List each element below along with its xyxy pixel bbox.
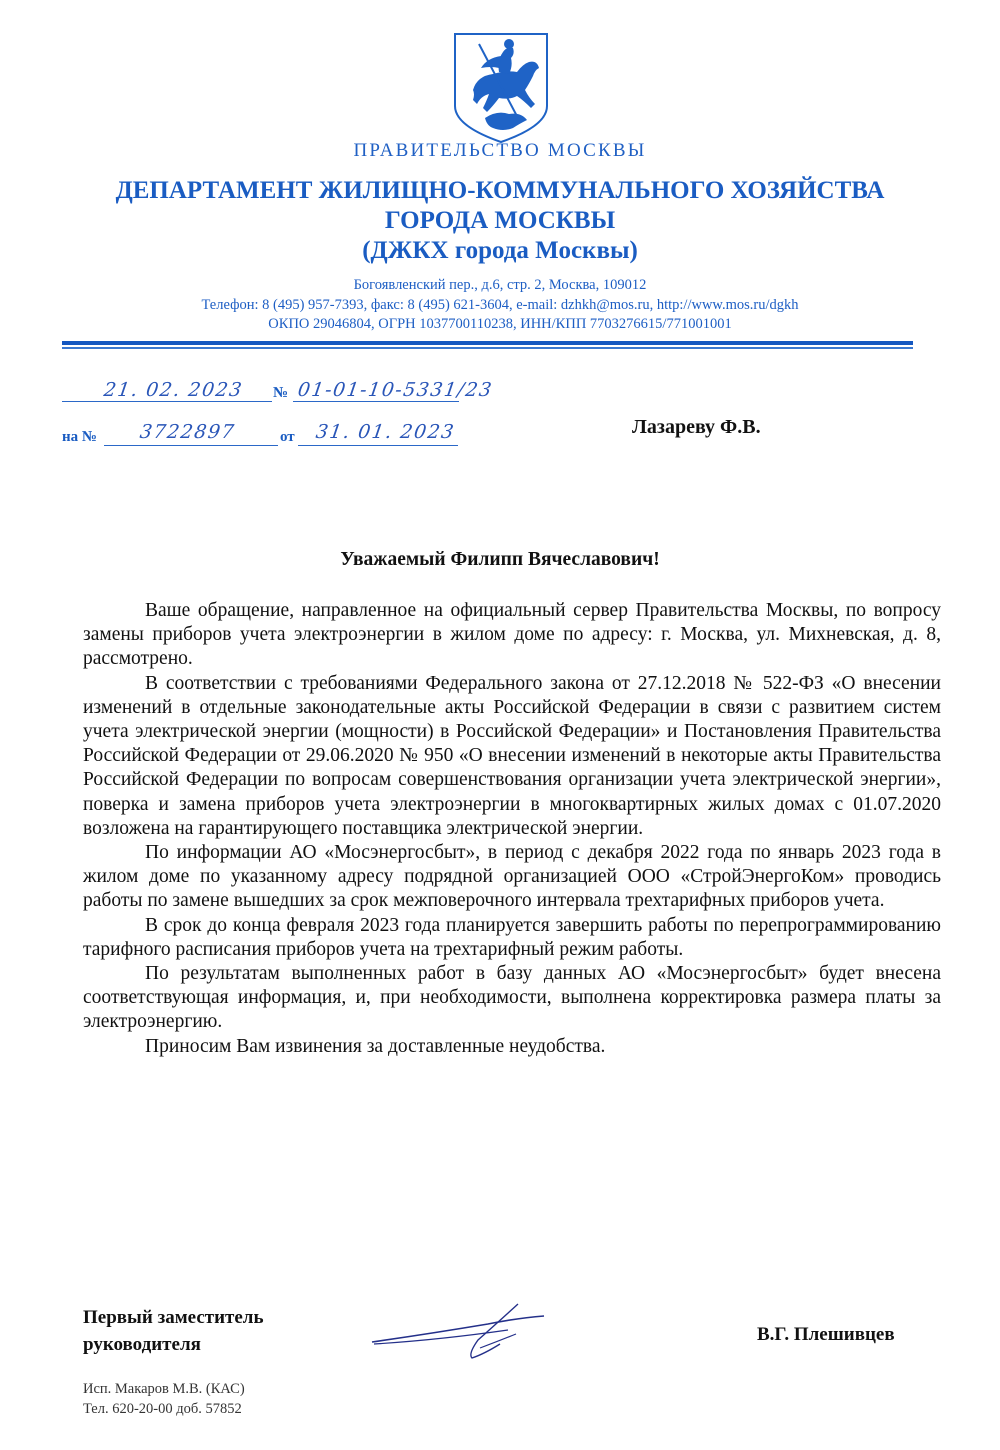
department-abbreviation: (ДЖКХ города Москвы) [362, 237, 638, 264]
body-paragraph: Ваше обращение, направленное на официальный сервер Правительства Москвы, по вопросу замены приборов учета электроэнергии в жилом доме по адресу: г. Москва, ул. Михневская, д. 8, рассмотрено. [83, 600, 941, 670]
contact-block [0, 276, 1000, 335]
postal-address: Богоявленский пер., д.6, стр. 2, Москва, 109012 [353, 277, 647, 293]
letter-body [83, 599, 941, 1059]
recipient-name: Лазареву Ф.В. [632, 416, 761, 438]
outgoing-date: 21. 02. 2023 [102, 379, 245, 401]
signer-position [83, 1304, 264, 1358]
number-label: № [273, 385, 289, 401]
registry-codes: ОКПО 29046804, ОГРН 1037700110238, ИНН/КПП 7703276615/771001001 [268, 316, 732, 332]
body-paragraph: По результатам выполненных работ в базу данных АО «Мосэнергосбыт» будет внесена соответствующая информация, и, при необходимости, выполнена корректировка размера платы за электроэнергию. [83, 963, 941, 1033]
reply-to-field-line [104, 445, 278, 446]
contacts-line: Телефон: 8 (495) 957-7393, факс: 8 (495) 621-3604, e-mail: dzhkh@mos.ru, http://www.mos.ru/dgkh [201, 296, 799, 313]
number-field-line [293, 401, 459, 402]
moscow-coat-of-arms-icon [447, 28, 555, 146]
body-paragraph: Приносим Вам извинения за доставленные неудобства. [145, 1035, 606, 1057]
executor-name: Исп. Макаров М.В. (КАС) [83, 1381, 245, 1397]
executor-info [83, 1379, 245, 1419]
signer-name: В.Г. Плешивцев [757, 1324, 895, 1345]
reply-to-number: 3722897 [138, 421, 237, 443]
body-paragraph: В соответствии с требованиями Федерального закона от 27.12.2018 № 522-ФЗ «О внесении изменений в отдельные законодательные акты Российской Федерации в связи с развитием систем учета электрической энергии (мощности) в Российской Федерации» и Постановления Правительства Российской Федерации от 29.06.2020 № 950 «О внесении изменений в некоторые акты Правительства Российской Федерации по вопросам совершенствования организации учета электрической энергии», поверка и замена приборов учета электроэнергии в многоквартирных жилых домах с 01.07.2020 возложена на гарантирующего поставщика электрической энергии. [83, 672, 941, 839]
reply-to-label: на № [62, 429, 97, 445]
salutation: Уважаемый Филипп Вячеславович! [340, 549, 660, 570]
handwritten-signature-icon [368, 1300, 548, 1360]
department-title-line: ГОРОДА МОСКВЫ [384, 207, 616, 234]
from-date-field-line [298, 445, 458, 446]
from-label: от [280, 429, 295, 445]
body-paragraph: В срок до конца февраля 2023 года планируется завершить работы по перепрограммированию тарифного расписания приборов учета на трехтарифный режим работы. [83, 914, 941, 960]
from-date: 31. 01. 2023 [314, 421, 457, 443]
body-paragraph: По информации АО «Мосэнергосбыт», в период с декабря 2022 года по январь 2023 года в жилом доме по указанному адресу подрядной организацией ООО «СтройЭнергоКом» проводись работы по замене вышедших за срок межповерочного интервала трехтарифных приборов учета. [83, 842, 941, 912]
executor-phone: Тел. 620-20-00 доб. 57852 [83, 1401, 242, 1417]
header-divider [62, 341, 913, 349]
department-title [0, 176, 1000, 266]
signer-position-line: руководителя [83, 1334, 201, 1355]
department-title-line: ДЕПАРТАМЕНТ ЖИЛИЩНО-КОММУНАЛЬНОГО ХОЗЯЙСТВА [115, 177, 885, 204]
signer-position-line: Первый заместитель [83, 1307, 264, 1328]
government-title: ПРАВИТЕЛЬСТВО МОСКВЫ [353, 140, 647, 161]
date-field-line [62, 401, 272, 402]
outgoing-number: 01-01-10-5331/23 [296, 379, 495, 401]
